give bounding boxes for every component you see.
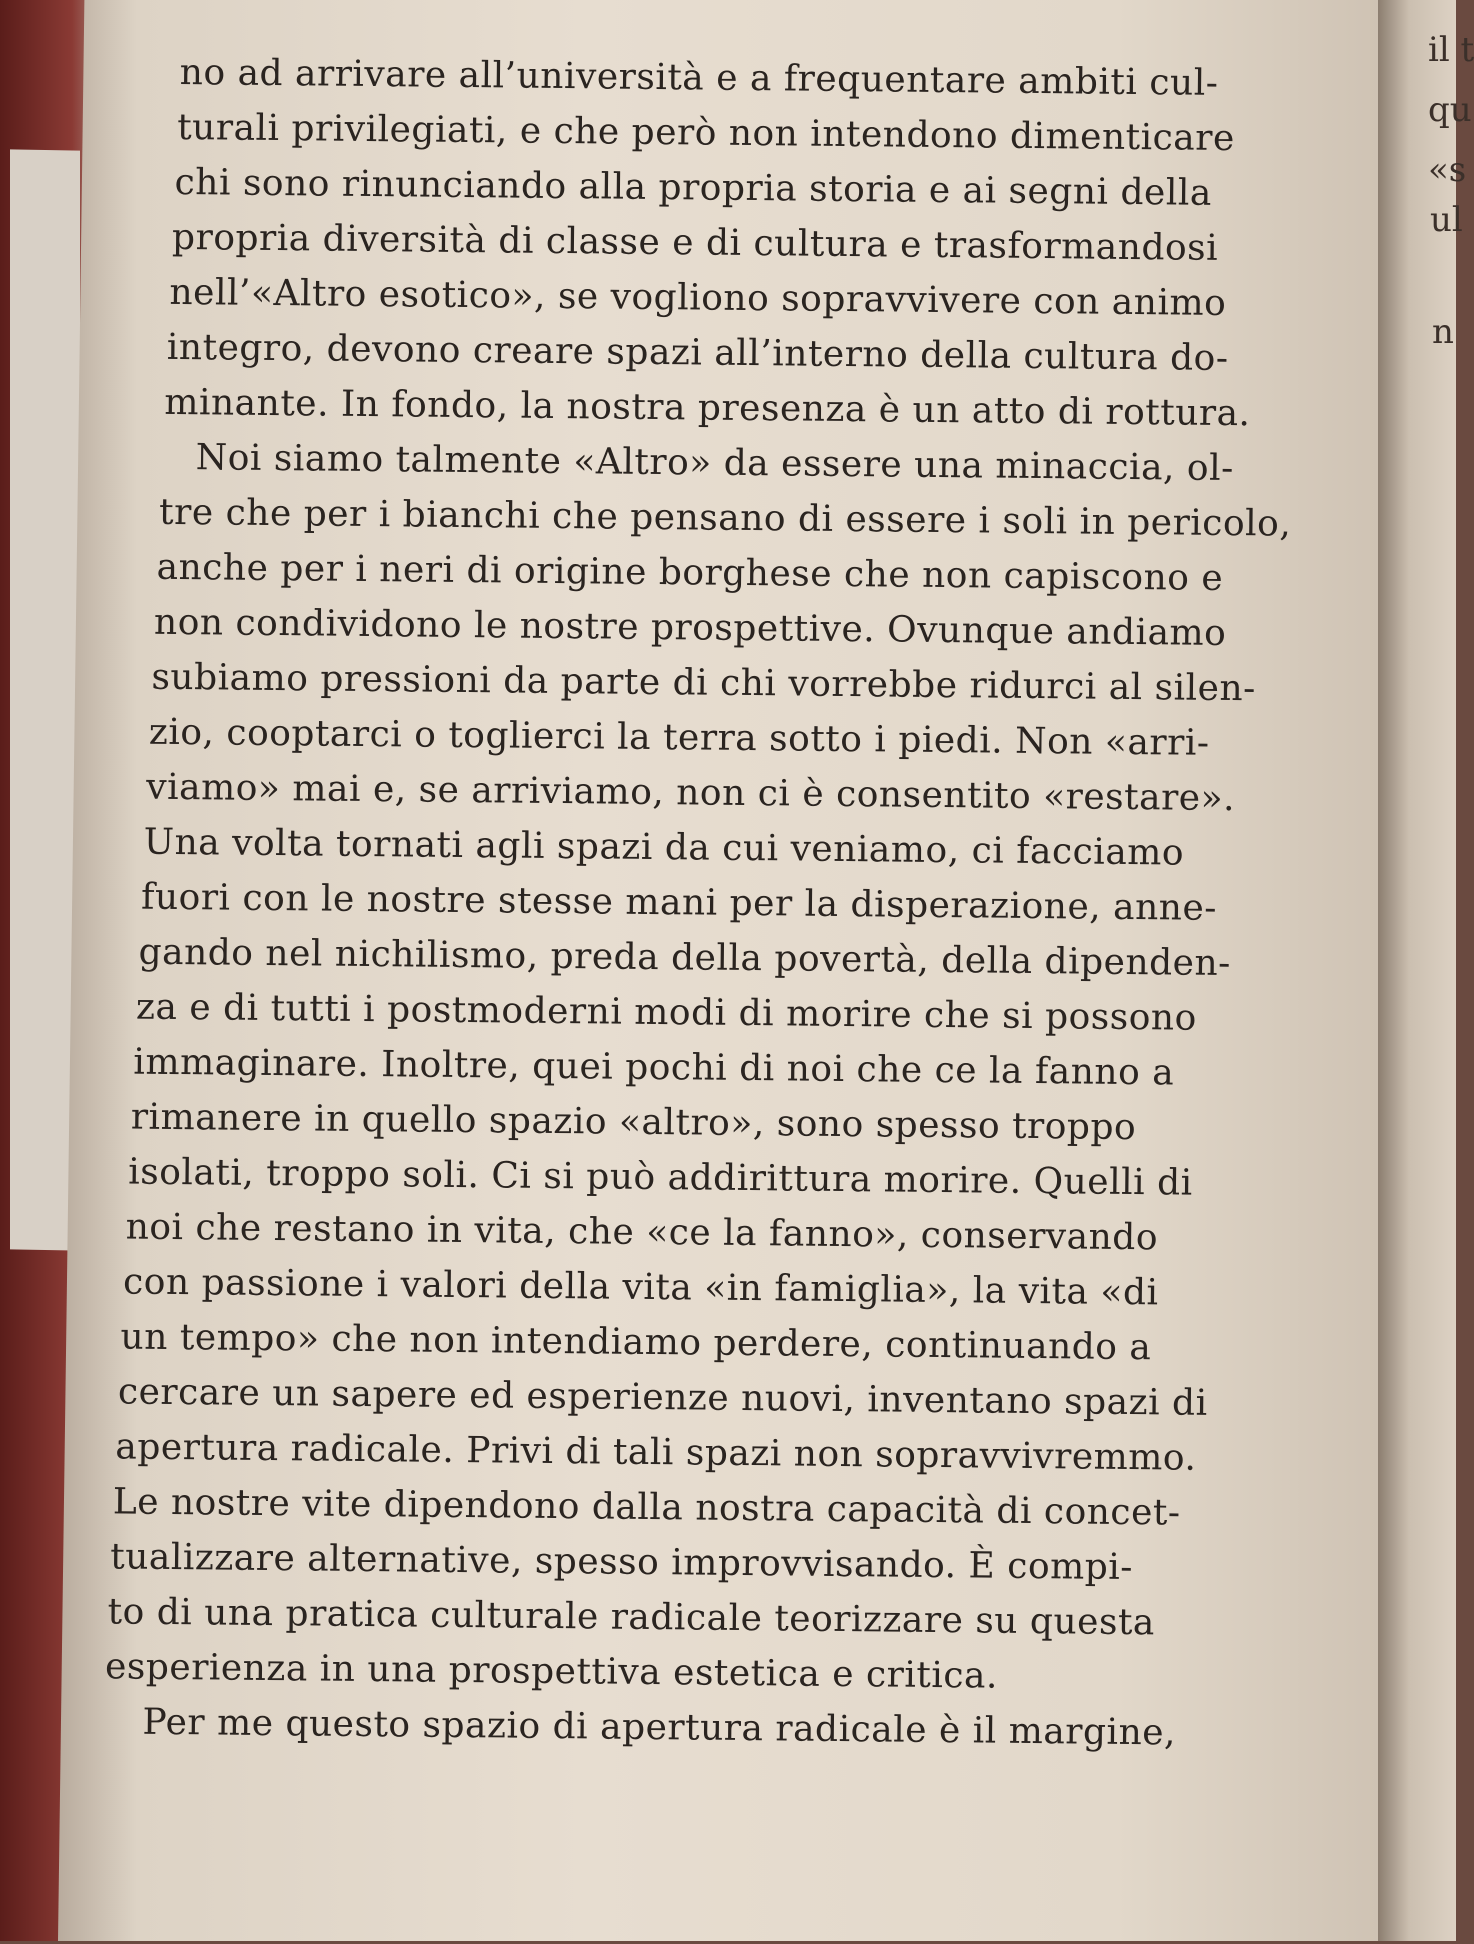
- text-line: fuori con le nostre stesse mani per la disperazione, anne-: [140, 876, 1218, 929]
- text-line: anche per i neri di origine borghese che non capiscono e: [156, 546, 1224, 599]
- text-line: minante. In fondo, la nostra presenza è un atto di rottura.: [164, 381, 1251, 435]
- text-line: zio, cooptarci o toglierci la terra sotto i piedi. Non «arri-: [148, 711, 1210, 764]
- text-line: noi che restano in vita, che «ce la fanno», conservando: [125, 1206, 1159, 1259]
- text-line: no ad arrivare all’università e a frequentare ambiti cul-: [179, 52, 1219, 104]
- text-line: chi sono rinunciando alla propria storia e ai segni della: [174, 161, 1213, 214]
- text-line: non condividono le nostre prospettive. Ovunque andiamo: [153, 601, 1227, 654]
- text-line: rimanere in quello spazio «altro», sono spesso troppo: [130, 1096, 1137, 1149]
- background-paper-edge: [10, 149, 80, 1250]
- text-line: tualizzare alternative, spesso improvvisando. È compi-: [110, 1536, 1134, 1589]
- facing-page-fragment: qu: [1428, 90, 1472, 130]
- text-line: con passione i valori della vita «in famiglia», la vita «di: [122, 1261, 1159, 1314]
- text-line: Noi siamo talmente «Altro» da essere una minaccia, ol-: [195, 437, 1234, 490]
- text-line: esperienza in una prospettiva estetica e critica.: [104, 1646, 999, 1697]
- text-line: Per me questo spazio di apertura radicale è il margine,: [142, 1701, 1177, 1754]
- text-line: tre che per i bianchi che pensano di essere i soli in pericolo,: [158, 491, 1292, 545]
- text-line: gando nel nichilismo, preda della povertà, della dipenden-: [138, 931, 1232, 985]
- text-line: immaginare. Inoltre, quei pochi di noi che ce la fanno a: [133, 1041, 1175, 1094]
- text-line: turali privilegiati, e che però non intendono dimenticare: [176, 106, 1235, 160]
- facing-page-fragment: n: [1432, 312, 1454, 352]
- facing-page-fragment: ul: [1430, 200, 1463, 240]
- page-text: [104, 52, 1292, 1943]
- text-line: nell’«Altro esotico», se vogliono sopravvivere con animo: [169, 271, 1227, 324]
- text-line: cercare un sapere ed esperienze nuovi, inventano spazi di: [117, 1371, 1208, 1424]
- text-line: subiamo pressioni da parte di chi vorrebbe ridurci al silen-: [151, 656, 1257, 710]
- facing-page-fragment: «s: [1428, 150, 1467, 190]
- text-line: isolati, troppo soli. Ci si può addirittura morire. Quelli di: [128, 1151, 1193, 1204]
- text-line: Le nostre vite dipendono dalla nostra capacità di concet-: [112, 1481, 1181, 1534]
- text-line: un tempo» che non intendiamo perdere, continuando a: [120, 1316, 1152, 1369]
- text-line: apertura radicale. Privi di tali spazi non sopravvivremmo.: [115, 1426, 1197, 1479]
- facing-page-fragment: il t: [1428, 30, 1474, 70]
- facing-page-edge: [1378, 0, 1456, 1941]
- text-line: to di una pratica culturale radicale teorizzare su questa: [107, 1591, 1156, 1644]
- text-line: propria diversità di classe e di cultura e trasformandosi: [171, 216, 1219, 269]
- text-line: za e di tutti i postmoderni modi di morire che si possono: [135, 986, 1197, 1039]
- text-line: viamo» mai e, se arriviamo, non ci è consentito «restare».: [146, 766, 1236, 820]
- text-line: integro, devono creare spazi all’interno della cultura do-: [166, 326, 1229, 379]
- text-line: Una volta tornati agli spazi da cui veniamo, ci facciamo: [143, 821, 1185, 874]
